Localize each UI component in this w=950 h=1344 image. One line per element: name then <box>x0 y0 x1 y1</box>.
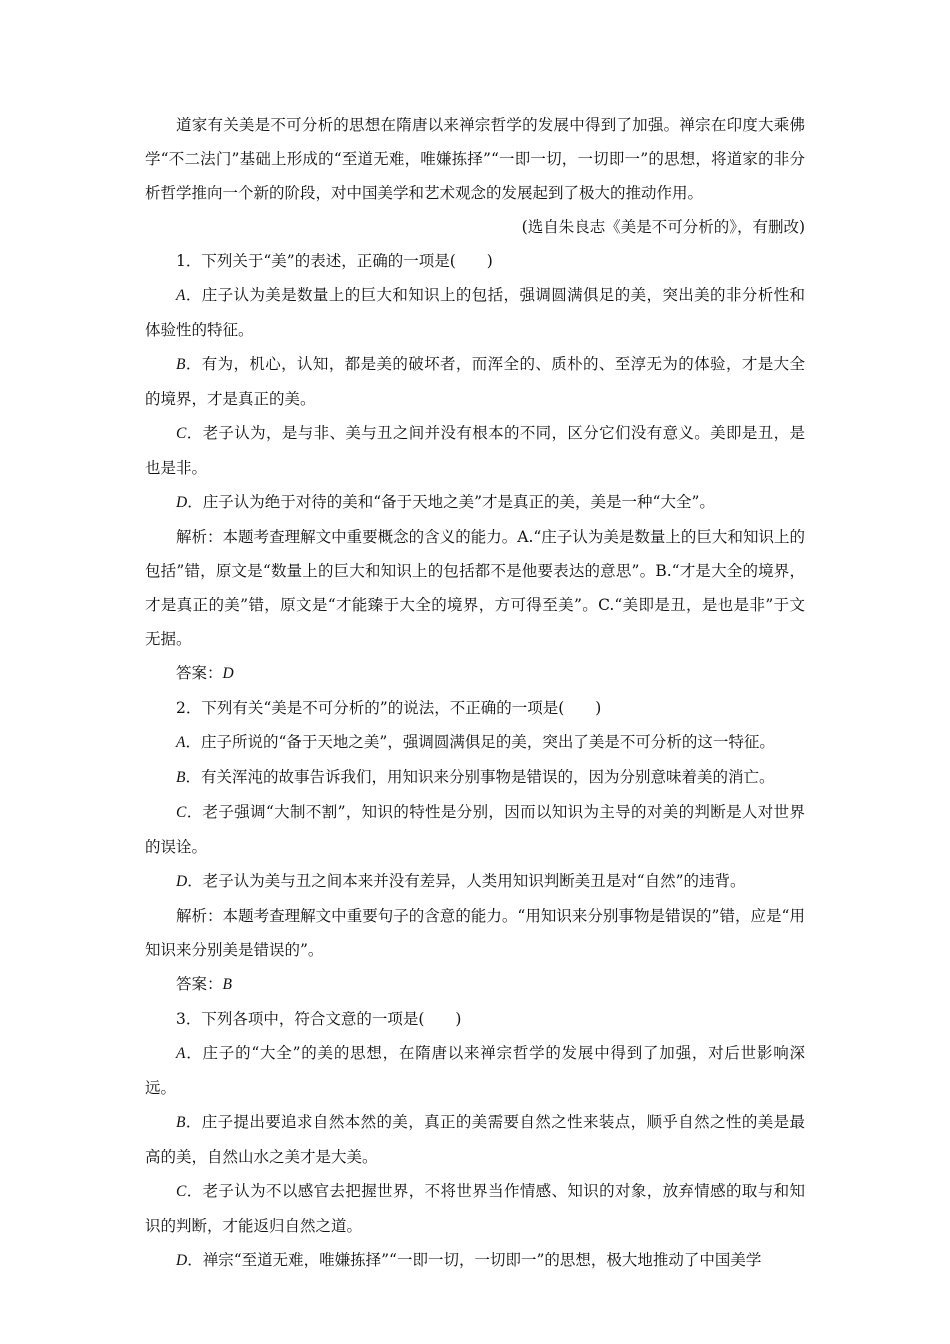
question-1-option-c: C．老子认为，是与非、美与丑之间并没有根本的不同，区分它们没有意义。美即是丑，是也是非。 <box>145 424 805 477</box>
question-2-stem: 2．下列有关“美是不可分析的”的说法，不正确的一项是( ) <box>176 699 602 717</box>
question-2-option-a: A．庄子所说的“备于天地之美”，强调圆满俱足的美，突出了美是不可分析的这一特征。 <box>176 733 775 751</box>
question-1-analysis: 解析：本题考查理解文中重要概念的含义的能力。A.“庄子认为美是数量上的巨大和知识上的包括”错，原文是“数量上的巨大和知识上的包括都不是他要表达的意思”。B.“才是大全的境界，才是真正的美”错，原文是“才能臻于大全的境界，方可得至美”。C.“美即是丑，是也是非”于文无据。 <box>145 528 805 648</box>
question-2-option-b: B．有关浑沌的故事告诉我们，用知识来分别事物是错误的，因为分别意味着美的消亡。 <box>176 768 775 786</box>
question-1-option-d: D．庄子认为绝于对待的美和“备于天地之美”才是真正的美，美是一种“大全”。 <box>176 493 715 511</box>
question-3-option-a: A．庄子的“大全”的美的思想，在隋唐以来禅宗哲学的发展中得到了加强，对后世影响深远。 <box>145 1044 805 1097</box>
question-3-option-b: B．庄子提出要追求自然本然的美，真正的美需要自然之性来装点，顺乎自然之性的美是最高的美，自然山水之美才是大美。 <box>145 1113 805 1166</box>
question-1-answer: 答案：D <box>176 664 234 682</box>
question-3-option-c: C．老子认为不以感官去把握世界，不将世界当作情感、知识的对象，放弃情感的取与和知识的判断，才能返归自然之道。 <box>145 1182 805 1235</box>
question-2-answer: 答案：B <box>176 975 232 993</box>
passage-paragraph: 道家有关美是不可分析的思想在隋唐以来禅宗哲学的发展中得到了加强。禅宗在印度大乘佛学“不二法门”基础上形成的“至道无难，唯嫌拣择”“一即一切，一切即一”的思想，将道家的非分析哲学推向一个新的阶段，对中国美学和艺术观念的发展起到了极大的推动作用。 <box>145 116 805 202</box>
document-body <box>145 108 805 1278</box>
question-3-option-d: D．禅宗“至道无难，唯嫌拣择”“一即一切，一切即一”的思想，极大地推动了中国美学 <box>176 1251 762 1269</box>
source-citation: (选自朱良志《美是不可分析的》，有删改) <box>521 218 805 236</box>
question-1-option-a: A．庄子认为美是数量上的巨大和知识上的包括，强调圆满俱足的美，突出美的非分析性和体验性的特征。 <box>145 286 805 339</box>
question-2-option-c: C．老子强调“大制不割”，知识的特性是分别，因而以知识为主导的对美的判断是人对世界的误诠。 <box>145 803 805 856</box>
question-1-option-b: B．有为，机心，认知，都是美的破坏者，而浑全的、质朴的、至淳无为的体验，才是大全的境界，才是真正的美。 <box>145 355 805 408</box>
question-2-analysis: 解析：本题考查理解文中重要句子的含意的能力。“用知识来分别事物是错误的”错，应是“用知识来分别美是错误的”。 <box>145 907 805 959</box>
question-1-stem: 1．下列关于“美”的表述，正确的一项是( ) <box>176 252 493 270</box>
question-2-option-d: D．老子认为美与丑之间本来并没有差异，人类用知识判断美丑是对“自然”的违背。 <box>176 872 746 890</box>
question-3-stem: 3．下列各项中，符合文意的一项是( ) <box>176 1010 462 1028</box>
